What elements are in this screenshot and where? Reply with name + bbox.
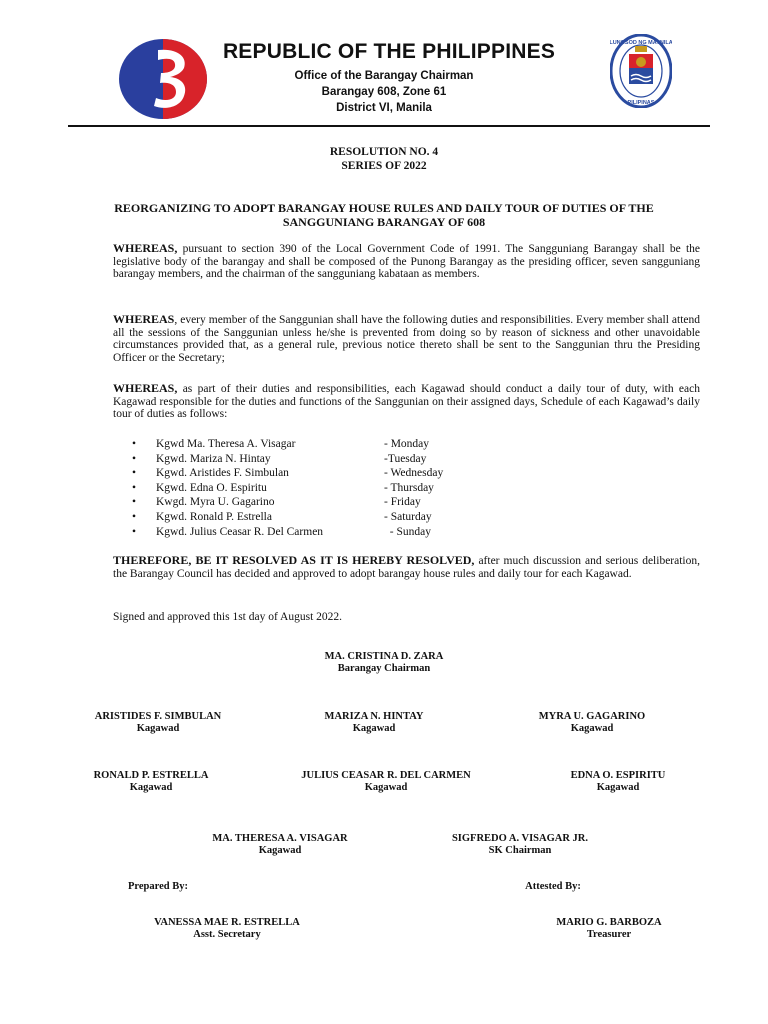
seal-top-text: LUNGSOD NG MAYNILA <box>610 40 672 46</box>
attested-by-label: Attested By: <box>525 881 581 892</box>
resolution-title-line-1: REORGANIZING TO ADOPT BARANGAY HOUSE RULES AND DAILY TOUR OF DUTIES OF THE <box>114 201 654 215</box>
list-item: • Kwgd. Myra U. Gagarino - Friday <box>132 496 421 509</box>
whereas-lead: WHEREAS, <box>113 241 178 255</box>
seal-bottom-text: PILIPINAS <box>627 100 655 106</box>
list-item: • Kgwd. Mariza N. Hintay -Tuesday <box>132 452 427 465</box>
whereas-text: pursuant to section 390 of the Local Government Code of 1991. The Sangguniang Barangay shall be the legislative body of the barangay and shall be composed of the Punong Barangay as the presiding officer, seven sangguniang barangay members, and the chairman of the sangguniang kabataan as members. <box>113 243 700 281</box>
signature-block: MA. THERESA A. VISAGAR Kagawad <box>212 833 348 856</box>
signature-block: RONALD P. ESTRELLA Kagawad <box>93 770 209 793</box>
resolution-title-line-2: SANGGUNIANG BARANGAY OF 608 <box>282 215 486 229</box>
district-line: District VI, Manila <box>336 102 432 114</box>
header-divider <box>68 125 710 127</box>
barangay-line: Barangay 608, Zone 61 <box>321 86 447 98</box>
therefore-paragraph <box>113 554 700 580</box>
resolution-number: RESOLUTION NO. 4 <box>329 146 439 158</box>
signatory-name: MA. CRISTINA D. ZARA <box>324 651 444 662</box>
therefore-text: after much discussion and serious deliberation, the Barangay Council has decided and approved to adopt barangay house rules and daily tour for each Kagawad. <box>113 555 701 580</box>
whereas-lead: WHEREAS, <box>113 381 178 395</box>
whereas-text: as part of their duties and responsibilities, each Kagawad should conduct a daily tour of duty, with each Kagawad responsible for the duties and functions of the Sanggunian on their assigned days, Schedule of each Kagawad’s daily tour of duties as follows: <box>113 383 700 421</box>
whereas-text: , every member of the Sanggunian shall have the following duties and responsibilities. Every member shall attend all the sessions of the Sanggunian unless he/she is prevented from doing so by reason of sickness and other unavoidable circumstances provided that, as a general rule, previous notice thereto shall be sent to the Sanggunian thru the Presiding Officer or the Secretary; <box>113 314 700 364</box>
list-item: • Kgwd. Ronald P. Estrella - Saturday <box>132 510 432 523</box>
whereas-lead: WHEREAS <box>113 312 175 326</box>
signature-block: MYRA U. GAGARINO Kagawad <box>538 711 646 734</box>
signed-date: Signed and approved this 1st day of August 2022. <box>113 611 343 623</box>
whereas-paragraph-1 <box>113 242 700 281</box>
list-item: • Kgwd. Edna O. Espiritu - Thursday <box>132 481 434 494</box>
list-item: • Kgwd. Julius Ceasar R. Del Carmen - Sunday <box>132 525 431 538</box>
signature-attested-by: MARIO G. BARBOZA Treasurer <box>556 917 662 940</box>
signature-block: EDNA O. ESPIRITU Kagawad <box>570 770 666 793</box>
signatory-role: Barangay Chairman <box>337 663 431 674</box>
prepared-by-label: Prepared By: <box>128 881 188 892</box>
signature-chairman <box>284 651 484 675</box>
list-item: • Kgwd. Aristides F. Simbulan - Wednesday <box>132 467 444 480</box>
whereas-paragraph-2 <box>113 313 700 364</box>
office-line: Office of the Barangay Chairman <box>294 70 474 82</box>
signature-block: JULIUS CEASAR R. DEL CARMEN Kagawad <box>301 770 471 793</box>
resolution-title <box>60 201 708 229</box>
republic-title: REPUBLIC OF THE PHILIPPINES <box>222 40 556 63</box>
duty-schedule-list <box>132 437 443 539</box>
whereas-paragraph-3 <box>113 382 700 421</box>
signature-prepared-by: VANESSA MAE R. ESTRELLA Asst. Secretary <box>154 917 300 940</box>
therefore-lead: THEREFORE, BE IT RESOLVED AS IT IS HEREBY RESOLVED, <box>113 553 475 567</box>
signature-block: SIGFREDO A. VISAGAR JR. SK Chairman <box>451 833 589 856</box>
list-item: • Kgwd Ma. Theresa A. Visagar - Monday <box>132 438 430 450</box>
resolution-series: SERIES OF 2022 <box>341 160 427 172</box>
signature-block: ARISTIDES F. SIMBULAN Kagawad <box>94 711 222 734</box>
signature-block: MARIZA N. HINTAY Kagawad <box>324 711 424 734</box>
